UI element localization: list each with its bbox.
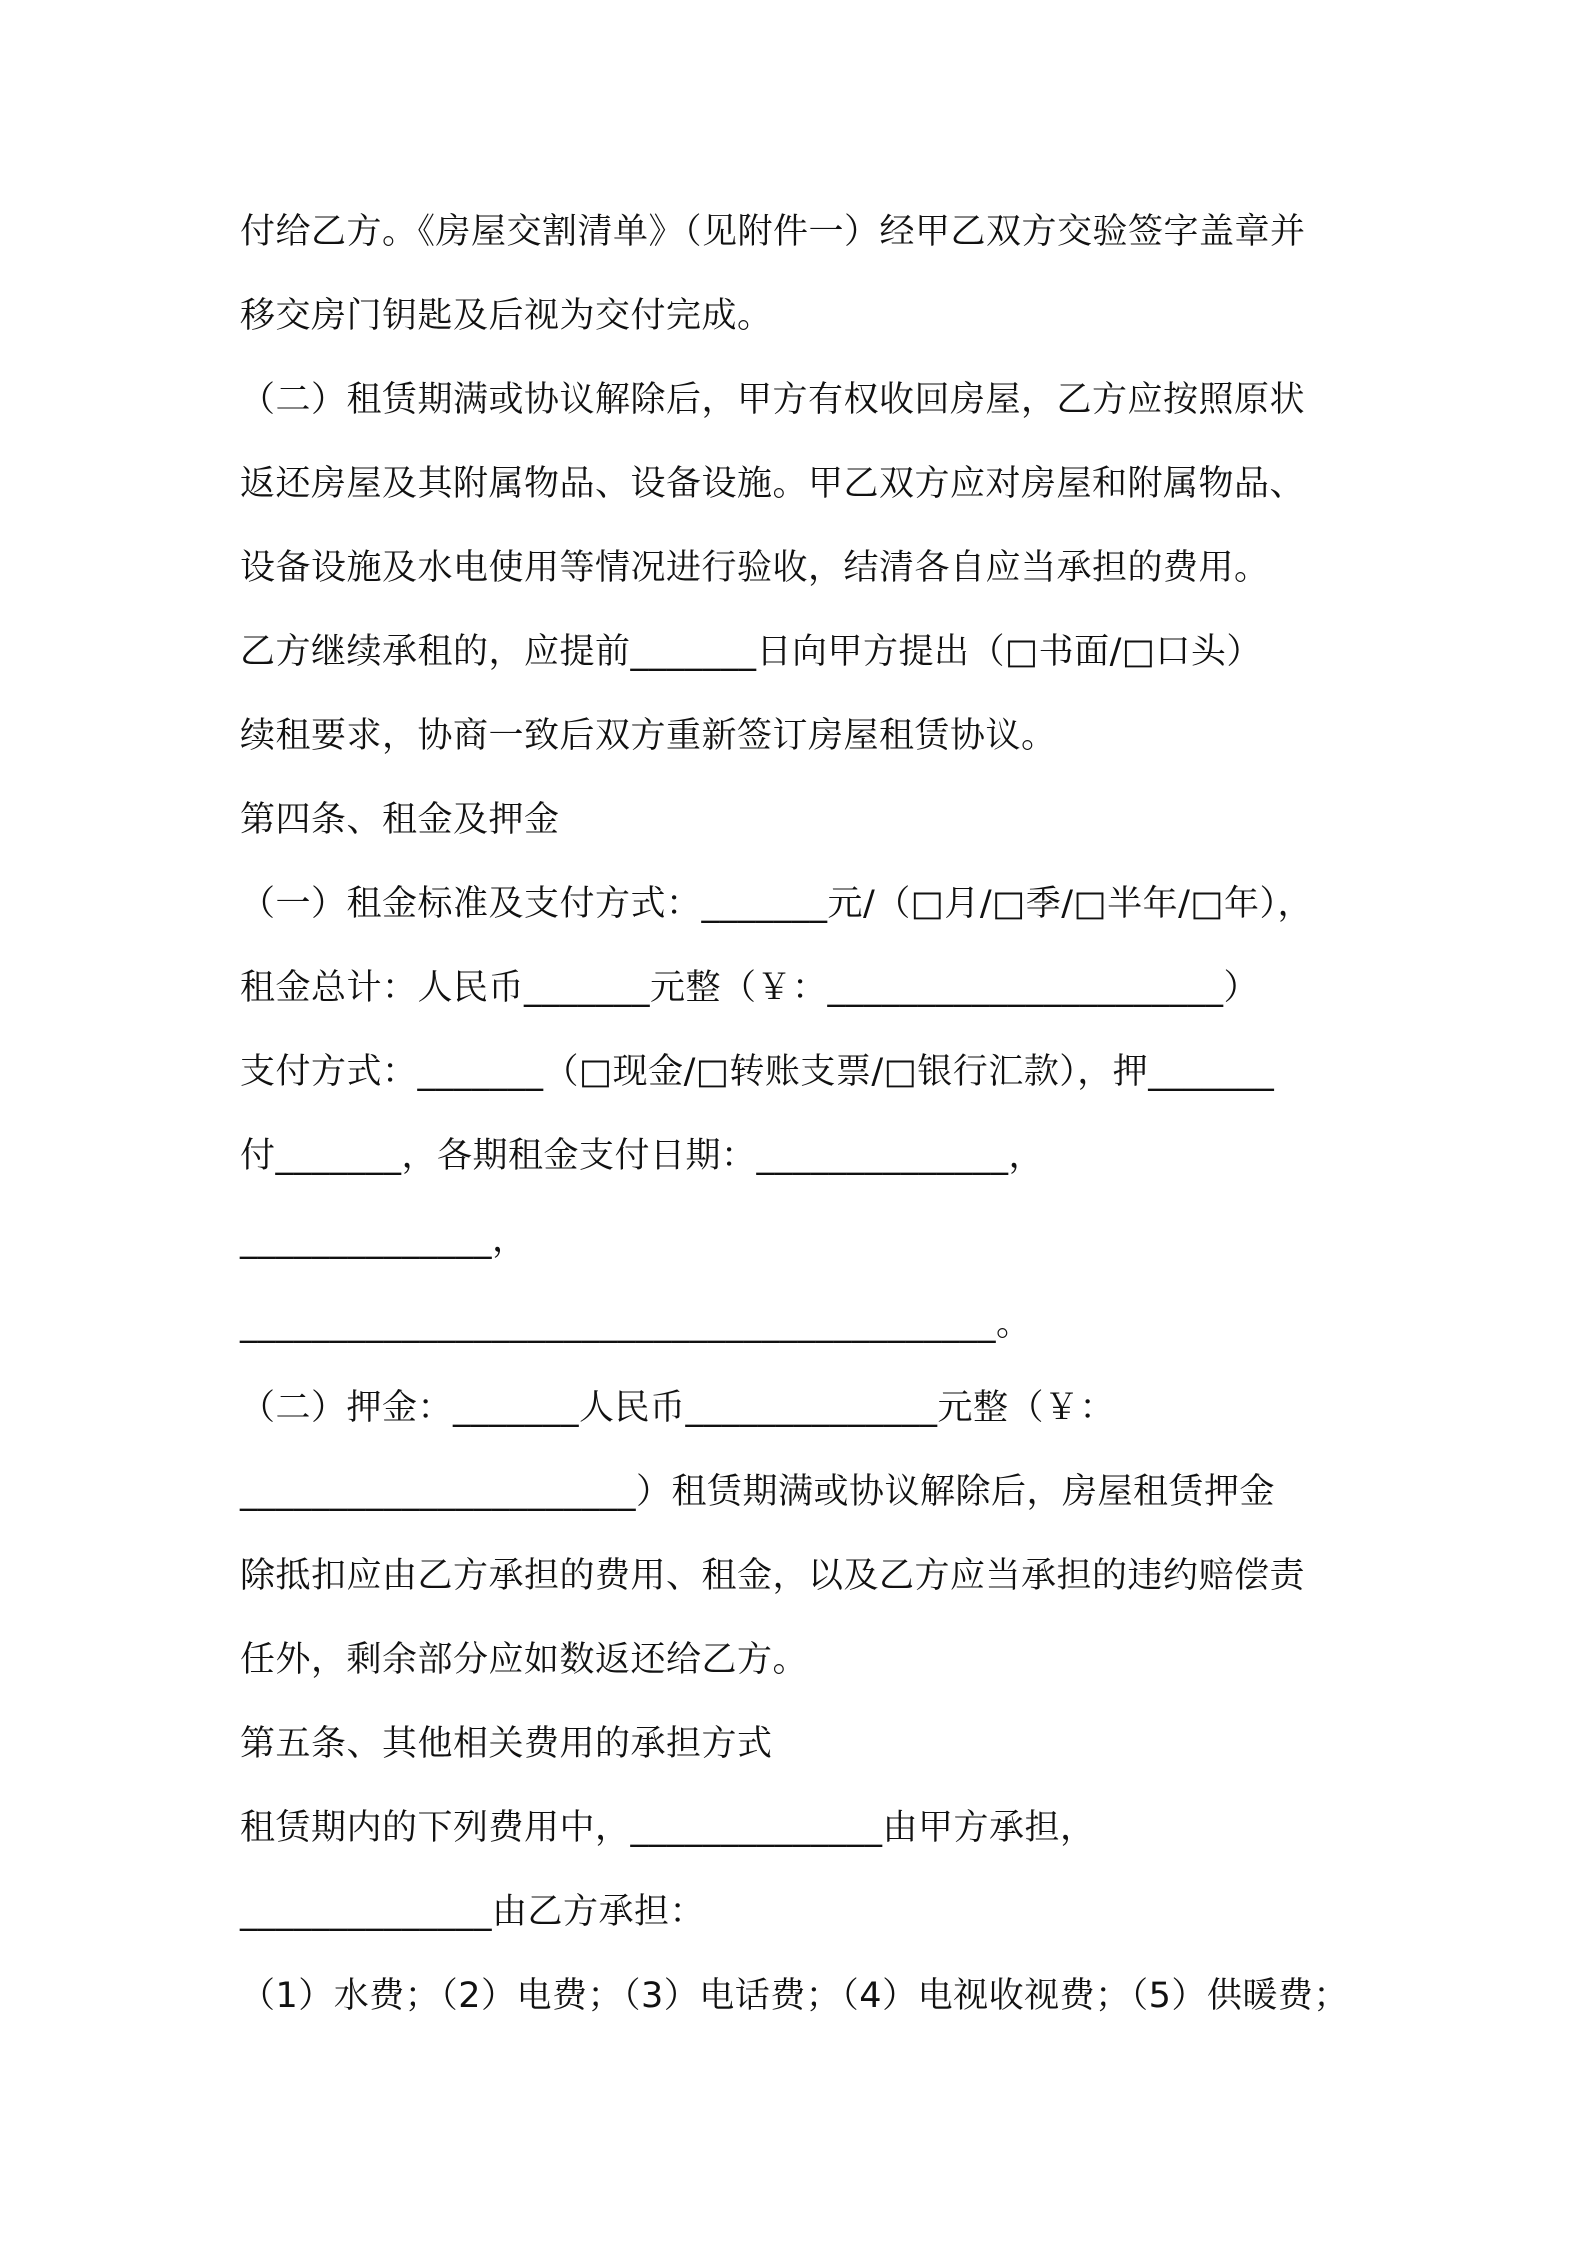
text-line: （二）押金：_______人民币______________元整（￥： bbox=[240, 1388, 1116, 1428]
text-line: 续租要求，协商一致后双方重新签订房屋租赁协议。 bbox=[240, 716, 1057, 756]
text-line: 设备设施及水电使用等情况进行验收，结清各自应当承担的费用。 bbox=[240, 548, 1270, 588]
section-heading: 第五条、其他相关费用的承担方式 bbox=[240, 1724, 773, 1764]
text-line: 付_______，各期租金支付日期：______________， bbox=[240, 1136, 1045, 1176]
text-line: 除抵扣应由乙方承担的费用、租金，以及乙方应当承担的违约赔偿责 bbox=[240, 1556, 1306, 1596]
text-line: （二）租赁期满或协议解除后，甲方有权收回房屋，乙方应按照原状 bbox=[240, 380, 1306, 420]
document-body bbox=[240, 190, 1360, 2038]
text-line: （一）租金标准及支付方式：_______元/（□月/□季/□半年/□年）， bbox=[240, 884, 1313, 924]
text-line: 乙方继续承租的，应提前_______日向甲方提出（□书面/□口头） bbox=[240, 632, 1262, 672]
text-line: 租赁期内的下列费用中，______________由甲方承担， bbox=[240, 1808, 1096, 1848]
text-line: 租金总计：人民币_______元整（￥：______________________） bbox=[240, 968, 1260, 1008]
text-line: __________________________________________。 bbox=[240, 1304, 1032, 1344]
section-heading: 第四条、租金及押金 bbox=[240, 800, 560, 840]
text-line: （1）水费；（2）电费；（3）电话费；（4）电视收视费；（5）供暖费； bbox=[240, 1976, 1349, 2016]
text-line: 付给乙方。《房屋交割清单》（见附件一）经甲乙双方交验签字盖章并 bbox=[240, 212, 1306, 252]
text-line: ______________由乙方承担： bbox=[240, 1892, 706, 1932]
text-line: 支付方式：_______（□现金/□转账支票/□银行汇款），押_______ bbox=[240, 1052, 1275, 1092]
text-line: ______________， bbox=[240, 1220, 528, 1260]
text-line: 移交房门钥匙及后视为交付完成。 bbox=[240, 296, 773, 336]
text-line: 返还房屋及其附属物品、设备设施。甲乙双方应对房屋和附属物品、 bbox=[240, 464, 1306, 504]
text-line: ______________________）租赁期满或协议解除后，房屋租赁押金 bbox=[240, 1472, 1276, 1512]
text-line: 任外，剩余部分应如数返还给乙方。 bbox=[240, 1640, 809, 1680]
